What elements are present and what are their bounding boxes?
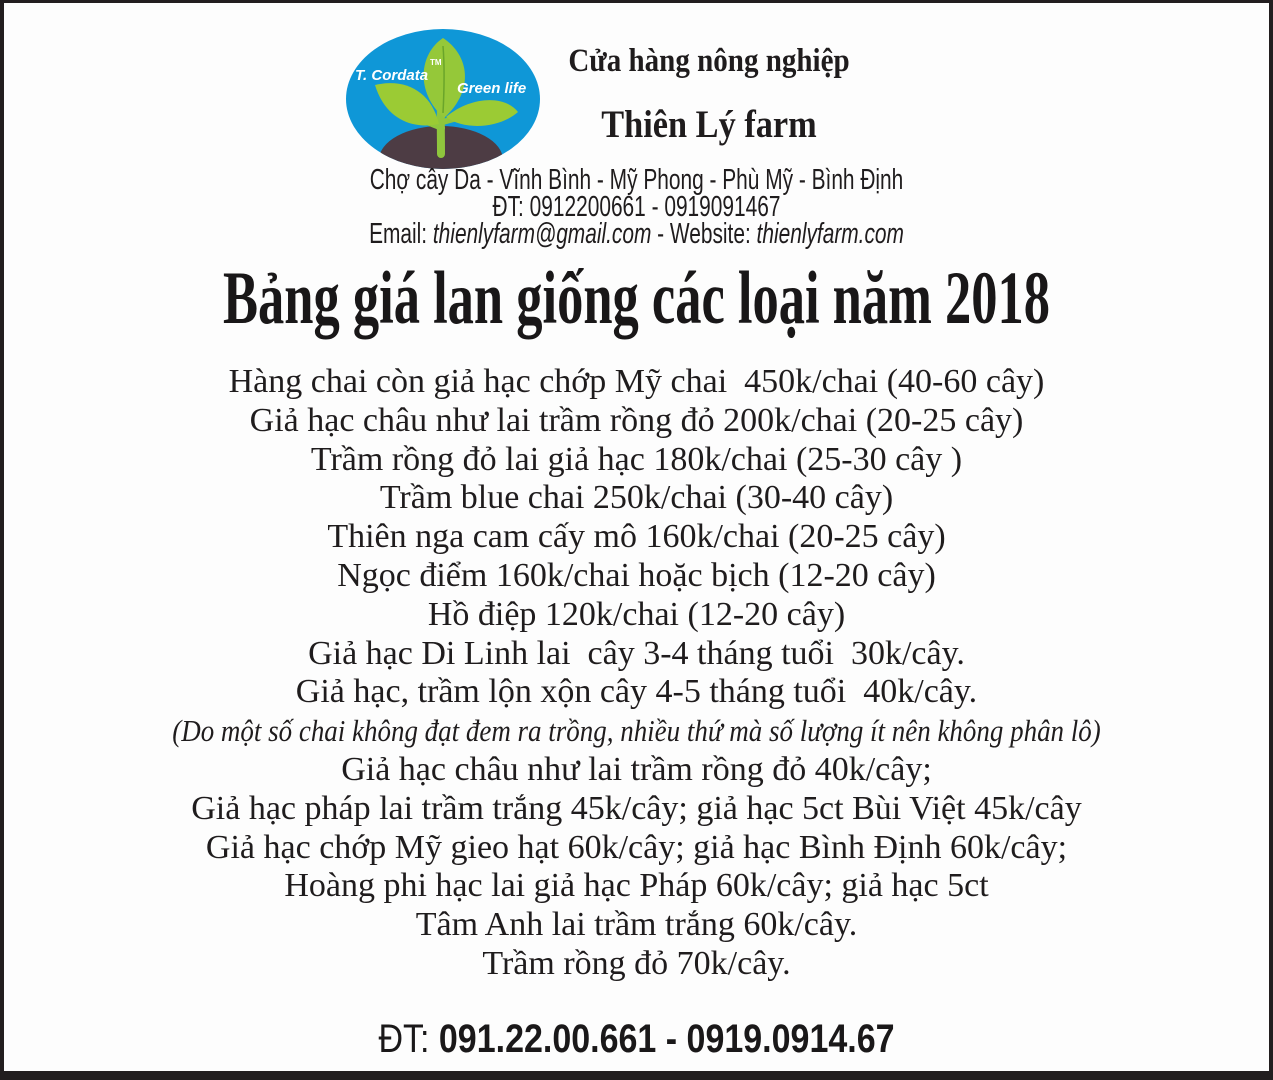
price-line: Hồ điệp 120k/chai (12-20 cây) [427, 595, 846, 633]
price-line: Hoàng phi hạc lai giả hạc Pháp 60k/cây; giả hạc 5ct [284, 867, 989, 905]
price-line: Trầm blue chai 250k/chai (30-40 cây) [379, 479, 894, 517]
price-line: Thiên nga cam cấy mô 160k/chai (20-25 cây) [327, 518, 946, 556]
email-address: thienlyfarm@gmail.com [432, 218, 652, 250]
price-line: Trầm rồng đỏ 70k/cây. [482, 944, 791, 982]
price-line: Giả hạc chớp Mỹ gieo hạt 60k/cây; giả hạc Bình Định 60k/cây; [205, 828, 1068, 866]
page-title: Bảng giá lan giống các loại năm 2018 [223, 257, 1050, 340]
price-note-line: (Do một số chai không đạt đem ra trồng, nhiều thứ mà số lượng ít nên không phân lô) [172, 713, 1101, 749]
price-line: Tâm Anh lai trầm trắng 60k/cây. [415, 906, 858, 944]
phone-line: ĐT: 0912200661 - 0919091467 [492, 191, 781, 223]
farm-logo [345, 28, 541, 170]
price-list [4, 363, 1269, 984]
contact-block [4, 164, 1269, 250]
shop-type: Cửa hàng nông nghiệp [568, 43, 850, 79]
shop-name: Thiên Lý farm [601, 103, 817, 146]
price-line: Giả hạc Di Linh lai cây 3-4 tháng tuổi 30k/cây. [308, 634, 965, 672]
logo-brand-left: T. Cordata [355, 67, 429, 84]
website-address: thienlyfarm.com [756, 218, 904, 250]
footer-phone-label: ĐT: [378, 1017, 439, 1061]
email-website-line [181, 218, 1092, 250]
price-line: Giả hạc pháp lai trầm trắng 45k/cây; giả hạc 5ct Bùi Việt 45k/cây [191, 789, 1082, 827]
footer-phone [99, 1015, 1174, 1063]
logo-brand-right: Green life [457, 80, 527, 97]
price-line: Ngọc điểm 160k/chai hoặc bịch (12-20 cây) [337, 556, 936, 594]
logo-tm-mark: TM [430, 58, 442, 67]
address-line: Chợ cây Da - Vĩnh Bình - Mỹ Phong - Phù Mỹ - Bình Định [369, 164, 904, 196]
price-line: Giả hạc châu như lai trầm rồng đỏ 40k/cây; [341, 750, 932, 788]
price-line: Hàng chai còn giả hạc chớp Mỹ chai 450k/chai (40-60 cây) [228, 363, 1045, 400]
header [544, 41, 874, 147]
footer-phone-numbers: 091.22.00.661 - 0919.0914.67 [438, 1017, 895, 1061]
price-line: Giả hạc châu như lai trầm rồng đỏ 200k/chai (20-25 cây) [249, 401, 1024, 439]
price-line: Giả hạc, trầm lộn xộn cây 4-5 tháng tuổi 40k/cây. [295, 673, 978, 711]
email-label: Email: [369, 218, 433, 250]
price-line: Trầm rồng đỏ lai giả hạc 180k/chai (25-30 cây ) [310, 440, 963, 478]
website-label: - Website: [651, 218, 757, 250]
